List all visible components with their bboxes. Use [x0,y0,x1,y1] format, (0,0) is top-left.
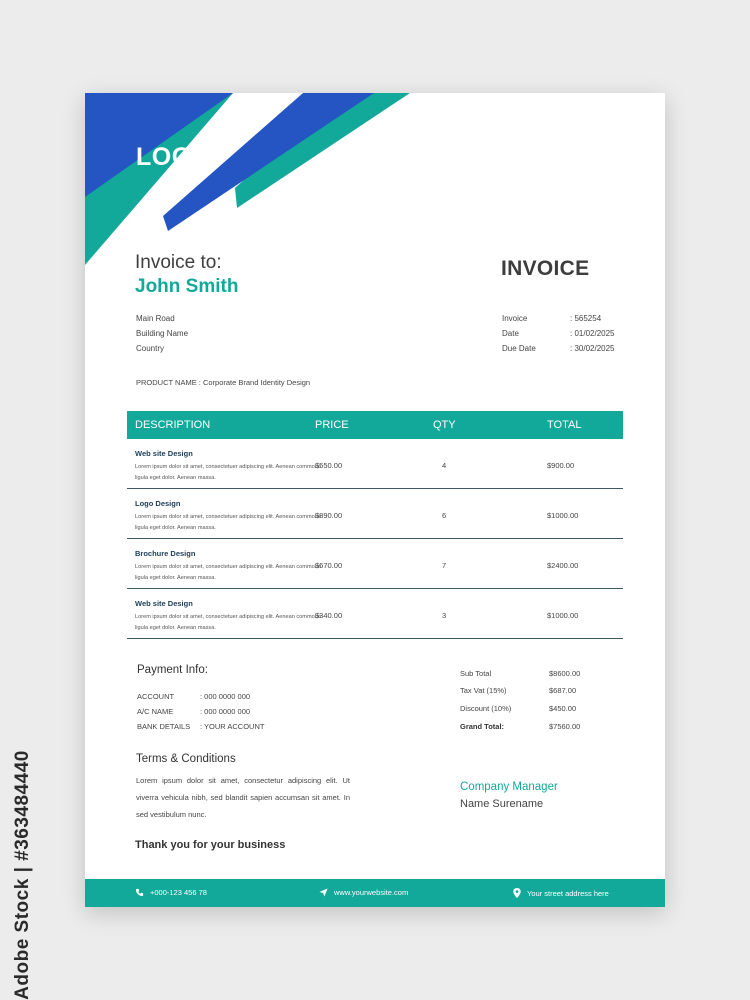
item-qty: 6 [442,511,447,520]
terms-body: Lorem ipsum dolor sit amet, consectetur adipiscing elit. Ut viverra vehicula nibh, sed blandit sapien accumsan sit amet. In sed vestibulum nunc. [136,776,350,819]
table-header [127,411,623,439]
table-row [127,539,623,589]
meta-value: : 565254 [570,314,602,323]
stock-watermark-side [8,750,38,1000]
summary-key: Discount (10%) [460,704,512,713]
item-description: Lorem ipsum dolor sit amet, consectetuer adipiscing elit. Aenean commodo ligula eget dolor. Aenean massa. [135,514,321,531]
footer-phone [135,888,207,897]
watermark-text: Adobe Stock | #363484440 [12,750,33,1000]
item-total: $2400.00 [547,561,579,570]
item-total: $1000.00 [547,611,579,620]
payment-key: ACCOUNT [137,692,175,701]
payment-value: : 000 0000 000 [200,692,251,701]
meta-key: Date [502,329,519,338]
summary-value: $8600.00 [549,669,581,678]
item-total: $1000.00 [547,511,579,520]
footer-website [319,888,408,897]
invoice-page [85,93,665,907]
item-price: $550.00 [315,461,343,470]
item-description: Lorem ipsum dolor sit amet, consectetuer adipiscing elit. Aenean commodo ligula eget dolor. Aenean massa. [135,564,321,581]
meta-key: Invoice [502,314,528,323]
invoice-to-label: Invoice to: [135,252,222,273]
item-price: $340.00 [315,611,343,620]
phone-text: +000-123 456 78 [150,888,207,897]
col-price: PRICE [315,419,349,431]
table-row [127,489,623,539]
payment-info-title: Payment Info: [137,664,208,676]
meta-key: Due Date [502,344,536,353]
send-icon [319,888,328,897]
item-title: Web site Design [135,449,193,458]
product-name: PRODUCT NAME : Corporate Brand Identity Design [136,378,311,387]
client-name: John Smith [135,276,239,297]
table-row [127,589,623,639]
payment-value: : 000 0000 000 [200,707,251,716]
header-decoration [85,93,415,273]
meta-value: : 01/02/2025 [570,329,615,338]
thank-you-note: Thank you for your business [135,839,286,851]
signature-name: Name Surename [460,798,544,810]
summary-key: Tax Vat (15%) [460,686,507,695]
payment-key: BANK DETAILS [137,722,191,731]
address-text: Your street address here [527,888,609,898]
item-title: Brochure Design [135,549,196,558]
item-description: Lorem ipsum dolor sit amet, consectetuer adipiscing elit. Aenean commodo ligula eget dolor. Aenean massa. [135,614,321,631]
address-line: Building Name [136,329,189,338]
invoice-title: INVOICE [501,257,590,280]
footer-address [513,888,609,898]
item-qty: 4 [442,461,447,470]
summary-value: $687.00 [549,686,577,695]
item-price: $670.00 [315,561,343,570]
grand-total-value: $7560.00 [549,722,581,731]
location-pin-icon [513,888,521,898]
address-line: Country [136,344,165,353]
col-description: DESCRIPTION [135,419,211,431]
item-qty: 3 [442,611,447,620]
website-text: www.yourwebsite.com [334,888,409,897]
meta-value: : 30/02/2025 [570,344,615,353]
address-line: Main Road [136,314,175,323]
terms-title: Terms & Conditions [136,753,236,765]
payment-value: : YOUR ACCOUNT [200,722,265,731]
item-price: $890.00 [315,511,343,520]
logo: LOGO [136,143,212,171]
signature-title: Company Manager [460,781,558,793]
grand-total-label: Grand Total: [460,722,505,731]
item-qty: 7 [442,561,447,570]
footer-bar [85,879,665,907]
summary-value: $450.00 [549,704,577,713]
summary-key: Sub Total [460,669,492,678]
phone-icon [135,888,144,897]
item-title: Logo Design [135,499,181,508]
item-title: Web site Design [135,599,193,608]
item-description: Lorem ipsum dolor sit amet, consectetuer adipiscing elit. Aenean commodo ligula eget dolor. Aenean massa. [135,464,321,481]
col-total: TOTAL [547,419,582,431]
col-qty: QTY [433,419,456,431]
table-row [127,439,623,489]
item-total: $900.00 [547,461,575,470]
payment-key: A/C NAME [137,707,174,716]
